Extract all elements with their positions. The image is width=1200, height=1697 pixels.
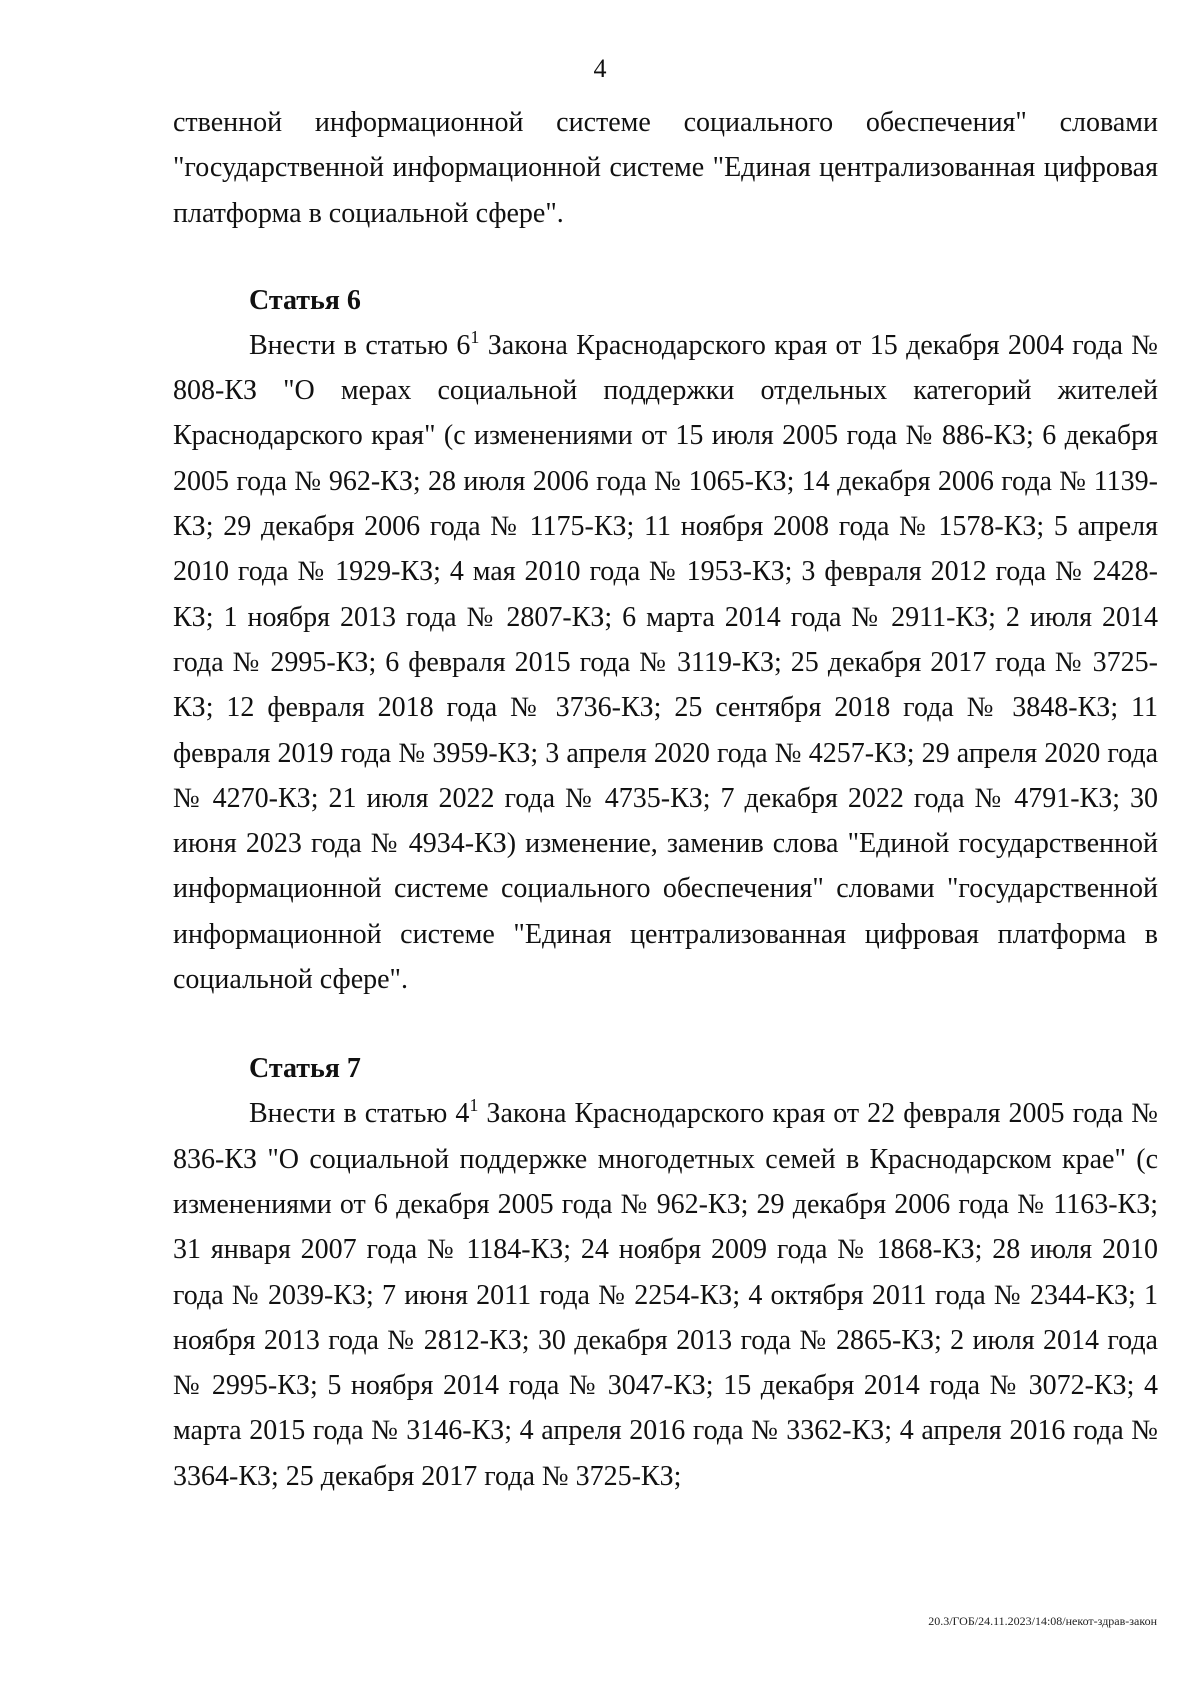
article-6-superscript: 1 [470,326,480,347]
continuation-paragraph: ственной информационной системе социального обеспечения" словами "государственной информационной системе "Единая централизованная цифровая платформа в социальной сфере". [173,107,1158,229]
article-6-text-rest: Закона Краснодарского края от 15 декабря 2004 года № 808-КЗ "О мерах социальной поддержки отдельных категорий жителей Краснодарского края" (с изменениями от 15 июля 2005 года № 886-КЗ; 6 декабря 2005 года № 962-КЗ; 28 июля 2006 года № 1065-КЗ; 14 декабря 2006 года № 1139-КЗ; 29 декабря 2006 года № 1175-КЗ; 11 ноября 2008 года № 1578-КЗ; 5 апреля 2010 года № 1929-КЗ; 4 мая 2010 года № 1953-КЗ; 3 февраля 2012 года № 2428-КЗ; 1 ноября 2013 года № 2807-КЗ; 6 марта 2014 года № 2911-КЗ; 2 июля 2014 года № 2995-КЗ; 6 февраля 2015 года № 3119-КЗ; 25 декабря 2017 года № 3725-КЗ; 12 февраля 2018 года № 3736-КЗ; 25 сентября 2018 года № 3848-КЗ; 11 февраля 2019 года № 3959-КЗ; 3 апреля 2020 года № 4257-КЗ; 29 апреля 2020 года № 4270-КЗ; 21 июля 2022 года № 4735-КЗ; 7 декабря 2022 года № 4791-КЗ; 30 июня 2023 года № 4934-КЗ) изменение, заменив слова "Единой государственной информационной системе социального обеспечения" словами "государственной информационной системе "Единая централизованная цифровая платформа в социальной сфере". [173,329,1158,996]
page-number: 4 [593,54,607,83]
article-7-text-rest: Закона Краснодарского края от 22 февраля 2005 года № 836-КЗ "О социальной поддержке многодетных семей в Краснодарском крае" (с изменениями от 6 декабря 2005 года № 962-КЗ; 29 декабря 2006 года № 1163-КЗ; 31 января 2007 года № 1184-КЗ; 24 ноября 2009 года № 1868-КЗ; 28 июля 2010 года № 2039-КЗ; 7 июня 2011 года № 2254-КЗ; 4 октября 2011 года № 2344-КЗ; 1 ноября 2013 года № 2812-КЗ; 30 декабря 2013 года № 2865-КЗ; 2 июля 2014 года № 2995-КЗ; 5 ноября 2014 года № 3047-КЗ; 15 декабря 2014 года № 3072-КЗ; 4 марта 2015 года № 3146-КЗ; 4 апреля 2016 года № 3362-КЗ; 4 апреля 2016 года № 3364-КЗ; 25 декабря 2017 года № 3725-КЗ; [173,1098,1158,1492]
article-7-text-start: Внести в статью 4 [249,1098,470,1130]
article-6-paragraph [173,323,1158,1002]
article-6-text-start: Внести в статью 6 [249,329,471,361]
footer-document-code: 20.3/ГОБ/24.11.2023/14:08/некот-здрав-закон [928,1614,1157,1628]
article-7-paragraph [173,1091,1158,1499]
document-body [173,100,1158,1499]
article-6-heading: Статья 6 [249,284,361,316]
article-7-heading: Статья 7 [249,1053,361,1085]
article-7-superscript: 1 [469,1095,479,1116]
